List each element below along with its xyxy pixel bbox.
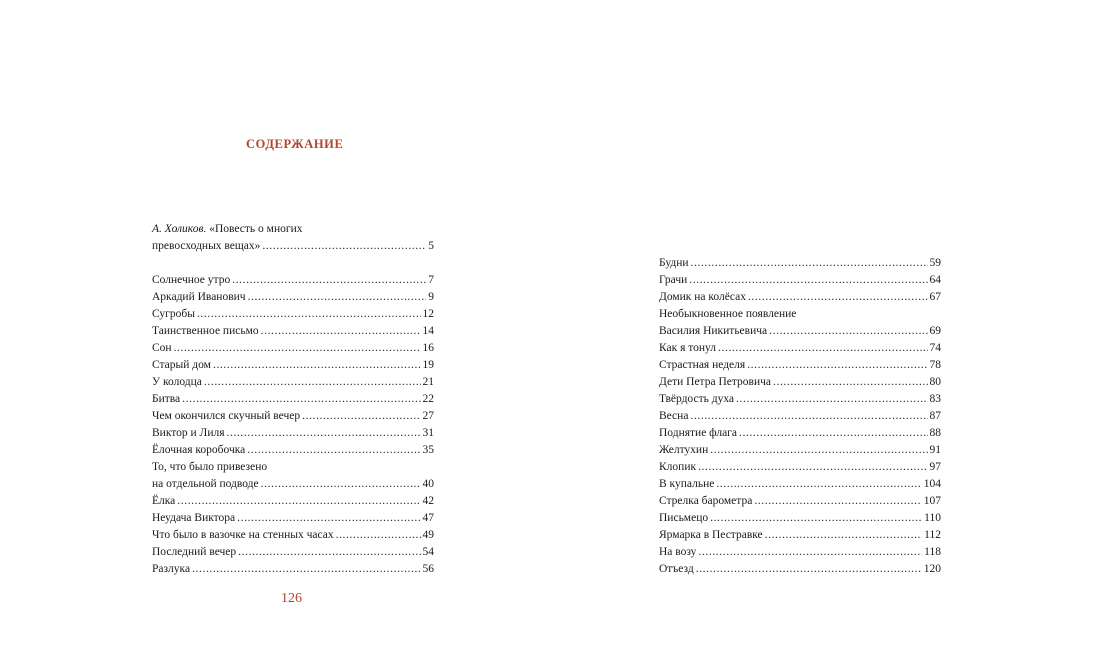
toc-entry-title: Сон — [152, 342, 172, 354]
toc-entry-title: Поднятие флага — [659, 427, 738, 439]
toc-entry-title-line2: Василия Никитьевича — [659, 325, 768, 337]
toc-entry — [152, 306, 434, 323]
leader-dots — [718, 340, 927, 357]
toc-entry-page: 107 — [923, 495, 941, 507]
toc-entry — [659, 442, 941, 459]
toc-entry-page: 74 — [929, 342, 941, 354]
preface-author: А. Холиков. — [152, 223, 207, 235]
toc-entry-page: 7 — [428, 274, 434, 286]
toc-entry-title: Домик на колёсах — [659, 291, 746, 303]
leader-dots — [177, 493, 420, 510]
toc-entry — [152, 476, 434, 493]
leader-dots — [710, 510, 922, 527]
toc-entry-page: 91 — [929, 444, 941, 456]
toc-entry-title: Битва — [152, 393, 181, 405]
preface-entry-line2 — [152, 238, 434, 255]
toc-entry-title-line2: на отдельной подводе — [152, 478, 259, 490]
leader-dots — [262, 238, 426, 255]
leader-dots — [689, 272, 927, 289]
toc-entry — [152, 374, 434, 391]
toc-entry-page: 59 — [929, 257, 941, 269]
leader-dots — [261, 323, 421, 340]
toc-entry — [152, 425, 434, 442]
toc-entry — [659, 510, 941, 527]
toc-entry-title: Будни — [659, 257, 689, 269]
leader-dots — [192, 561, 420, 578]
toc-entry-title: Желтухин — [659, 444, 709, 456]
leader-dots — [238, 544, 420, 561]
leader-dots — [690, 408, 927, 425]
toc-entry-title: Таинственное письмо — [152, 325, 259, 337]
toc-entry-line1 — [659, 306, 941, 323]
toc-entry-page: 110 — [924, 512, 941, 524]
toc-entry-title: У колодца — [152, 376, 202, 388]
toc-entry-title: Разлука — [152, 563, 191, 575]
toc-entry-title: Старый дом — [152, 359, 211, 371]
toc-entry-page: 97 — [929, 461, 941, 473]
toc-entry — [659, 476, 941, 493]
toc-entry-page: 47 — [422, 512, 434, 524]
toc-entry-title: Ёлочная коробочка — [152, 444, 246, 456]
leader-dots — [773, 374, 928, 391]
toc-entry — [659, 340, 941, 357]
leader-dots — [698, 544, 922, 561]
toc-entry — [659, 391, 941, 408]
toc-entry — [659, 272, 941, 289]
preface-entry-line1 — [152, 221, 434, 238]
toc-entry-title: В купальне — [659, 478, 715, 490]
toc-entry — [152, 408, 434, 425]
toc-entry — [152, 493, 434, 510]
toc-entry — [659, 289, 941, 306]
toc-entry-page: 64 — [929, 274, 941, 286]
toc-entry — [152, 391, 434, 408]
toc-entry-title: Грачи — [659, 274, 688, 286]
leader-dots — [213, 357, 421, 374]
toc-right-column — [659, 255, 941, 578]
toc-entry-page: 27 — [422, 410, 434, 422]
toc-entry-title: Аркадий Иванович — [152, 291, 246, 303]
toc-entry-title: Чем окончился скучный вечер — [152, 410, 301, 422]
toc-entry — [152, 442, 434, 459]
leader-dots — [204, 374, 421, 391]
toc-entry-page: 83 — [929, 393, 941, 405]
toc-entry-title: То, что было привезено — [152, 461, 268, 473]
toc-entry-page: 80 — [929, 376, 941, 388]
toc-entry — [659, 374, 941, 391]
toc-entry-page: 54 — [422, 546, 434, 558]
toc-entry — [659, 493, 941, 510]
toc-entry-page: 118 — [924, 546, 941, 558]
leader-dots — [248, 289, 427, 306]
leader-dots — [769, 323, 927, 340]
preface-page: 5 — [428, 240, 434, 252]
toc-entry-page: 21 — [422, 376, 434, 388]
toc-entry-title: Солнечное утро — [152, 274, 231, 286]
leader-dots — [710, 442, 927, 459]
toc-entry-page: 31 — [422, 427, 434, 439]
leader-dots — [174, 340, 421, 357]
toc-entry-page: 69 — [929, 325, 941, 337]
toc-entry-page: 9 — [428, 291, 434, 303]
toc-entry-page: 78 — [929, 359, 941, 371]
preface-title-line1: «Повесть о многих — [206, 223, 303, 235]
toc-entry-page: 16 — [422, 342, 434, 354]
toc-entry-title: Клопик — [659, 461, 697, 473]
toc-entry — [152, 544, 434, 561]
leader-dots — [237, 510, 420, 527]
toc-left-column — [152, 221, 434, 578]
toc-entry-page: 14 — [422, 325, 434, 337]
toc-entry-page: 49 — [422, 529, 434, 541]
toc-entry — [152, 357, 434, 374]
toc-entry — [152, 340, 434, 357]
toc-entry-title: Страстная неделя — [659, 359, 746, 371]
leader-dots — [691, 255, 928, 272]
toc-entry — [152, 323, 434, 340]
toc-entry-page: 56 — [422, 563, 434, 575]
toc-entry-title: Стрелка барометра — [659, 495, 753, 507]
toc-entry — [659, 357, 941, 374]
toc-entry-page: 22 — [422, 393, 434, 405]
toc-entry-title: Неудача Виктора — [152, 512, 236, 524]
leader-dots — [696, 561, 922, 578]
leader-dots — [227, 425, 421, 442]
leader-dots — [182, 391, 420, 408]
toc-entry-page: 35 — [422, 444, 434, 456]
toc-entry-title: Что было в вазочке на стенных часах — [152, 529, 334, 541]
toc-entry-page: 112 — [924, 529, 941, 541]
toc-entry-title: Ёлка — [152, 495, 176, 507]
toc-entry — [659, 561, 941, 578]
leader-dots — [747, 357, 927, 374]
toc-entry-page: 120 — [923, 563, 941, 575]
leader-dots — [736, 391, 927, 408]
leader-dots — [197, 306, 421, 323]
toc-entry-page: 88 — [929, 427, 941, 439]
toc-entry-page: 42 — [422, 495, 434, 507]
leader-dots — [739, 425, 927, 442]
toc-entry-title: Необыкновенное появление — [659, 308, 797, 320]
toc-entry-title: Виктор и Лиля — [152, 427, 225, 439]
toc-entry — [659, 323, 941, 340]
toc-entry-title: Письмецо — [659, 512, 709, 524]
toc-entry-page: 40 — [422, 478, 434, 490]
leader-dots — [765, 527, 923, 544]
leader-dots — [247, 442, 420, 459]
preface-title-line2: превосходных вещах» — [152, 240, 261, 252]
toc-entry-title: Твёрдость духа — [659, 393, 735, 405]
toc-entry — [659, 527, 941, 544]
toc-entry — [659, 255, 941, 272]
toc-entry — [152, 272, 434, 289]
toc-entry — [659, 425, 941, 442]
toc-entry-page: 87 — [929, 410, 941, 422]
leader-dots — [716, 476, 921, 493]
toc-entry — [152, 561, 434, 578]
toc-entry-title: Последний вечер — [152, 546, 237, 558]
toc-entry-page: 12 — [422, 308, 434, 320]
toc-entry-title: Отъезд — [659, 563, 694, 575]
toc-entry-page: 19 — [422, 359, 434, 371]
leader-dots — [302, 408, 420, 425]
leader-dots — [698, 459, 927, 476]
toc-entry-page: 67 — [929, 291, 941, 303]
leader-dots — [261, 476, 421, 493]
toc-entry — [152, 510, 434, 527]
leader-dots — [232, 272, 426, 289]
toc-entry — [659, 459, 941, 476]
leader-dots — [748, 289, 928, 306]
toc-entry — [659, 544, 941, 561]
toc-entry-title: Дети Петра Петровича — [659, 376, 771, 388]
toc-entry-line1 — [152, 459, 434, 476]
toc-entry-title: На возу — [659, 546, 697, 558]
toc-entry-page: 104 — [923, 478, 941, 490]
leader-dots — [754, 493, 921, 510]
toc-entry-title: Сугробы — [152, 308, 195, 320]
contents-heading: СОДЕРЖАНИЕ — [246, 137, 344, 151]
page-number: 126 — [281, 591, 302, 606]
toc-entry-title: Ярмарка в Пестравке — [659, 529, 763, 541]
toc-entry-title: Как я тонул — [659, 342, 717, 354]
toc-entry — [152, 527, 434, 544]
leader-dots — [336, 527, 421, 544]
toc-entry-title: Весна — [659, 410, 689, 422]
toc-entry — [152, 289, 434, 306]
toc-entry — [659, 408, 941, 425]
